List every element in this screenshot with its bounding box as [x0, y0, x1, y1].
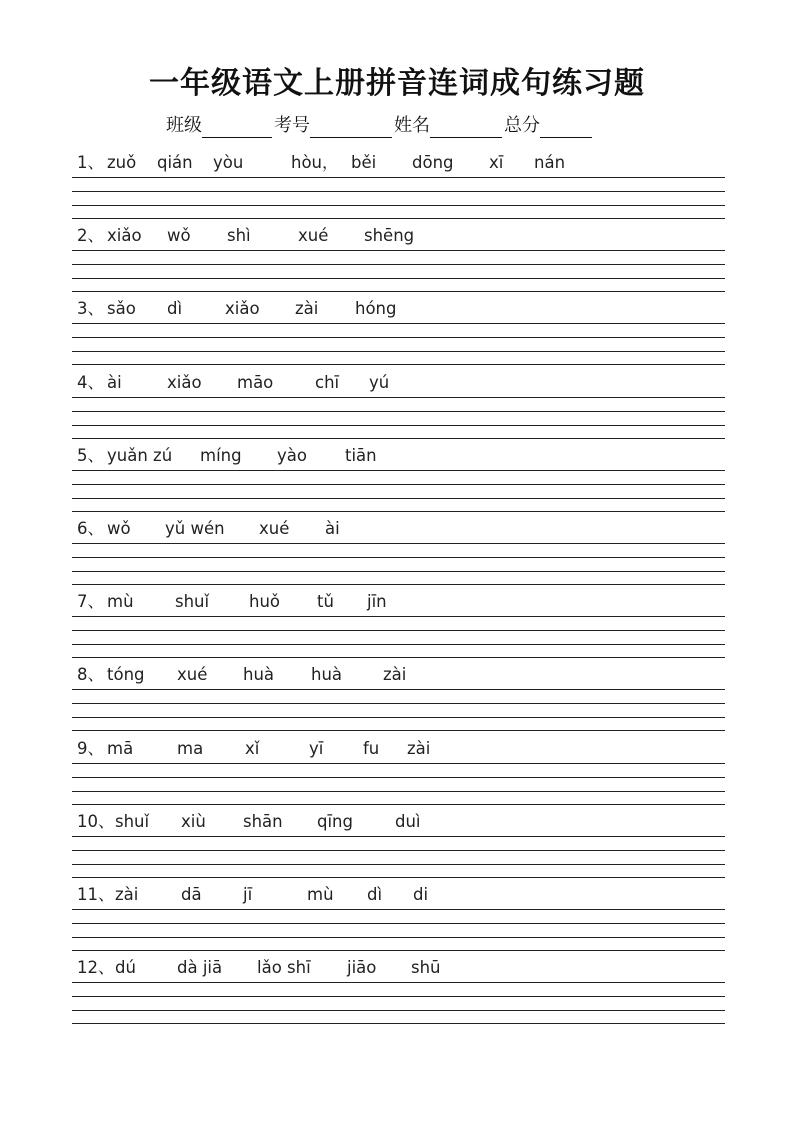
writing-line[interactable]: [72, 205, 725, 206]
pinyin-word: dú: [115, 958, 136, 978]
question-5: [72, 443, 725, 516]
pinyin-word: shuǐ: [175, 592, 210, 612]
writing-line: [72, 616, 725, 617]
question-number: 5、: [77, 445, 104, 465]
writing-line[interactable]: [72, 584, 725, 585]
pinyin-word: wǒ: [167, 226, 191, 246]
pinyin-word: dōng: [412, 153, 454, 172]
writing-line[interactable]: [72, 557, 725, 558]
writing-line[interactable]: [72, 996, 725, 997]
writing-line: [72, 763, 725, 764]
question-8: [72, 662, 725, 735]
writing-line[interactable]: [72, 264, 725, 265]
pinyin-word: xiǎo: [107, 226, 142, 246]
writing-line[interactable]: [72, 657, 725, 658]
pinyin-word: xué: [298, 226, 329, 246]
pinyin-word: shuǐ: [115, 811, 150, 831]
question-number: 3、: [77, 299, 104, 319]
writing-line[interactable]: [72, 1023, 725, 1024]
pinyin-word: wǒ: [107, 519, 131, 538]
writing-line: [72, 982, 725, 983]
pinyin-word: qīng: [317, 811, 353, 831]
writing-line: [72, 689, 725, 690]
question-number: 7、: [77, 592, 104, 612]
pinyin-word: zuǒ: [107, 153, 137, 172]
writing-line[interactable]: [72, 791, 725, 792]
pinyin-word: di: [413, 885, 429, 904]
writing-line[interactable]: [72, 278, 725, 279]
pinyin-word: xǐ: [245, 738, 260, 758]
question-7: [72, 589, 725, 662]
pinyin-word: yú: [369, 372, 390, 392]
question-1: [72, 150, 725, 223]
pinyin-word: míng: [200, 445, 242, 465]
pinyin-word: mù: [307, 885, 334, 904]
question-11: [72, 882, 725, 955]
writing-line[interactable]: [72, 644, 725, 645]
writing-line[interactable]: [72, 937, 725, 938]
pinyin-word: xiù: [181, 811, 206, 831]
writing-line[interactable]: [72, 950, 725, 951]
pinyin-word: huǒ: [249, 592, 281, 612]
info-label-2: 姓名: [394, 115, 430, 136]
pinyin-word: shēng: [364, 226, 415, 246]
pinyin-word: tóng: [107, 665, 145, 685]
writing-line[interactable]: [72, 877, 725, 878]
pinyin-word: nán: [534, 153, 566, 172]
writing-line[interactable]: [72, 1010, 725, 1011]
pinyin-word: xué: [177, 665, 208, 685]
writing-line[interactable]: [72, 923, 725, 924]
pinyin-word: jīn: [367, 592, 387, 612]
question-9: [72, 736, 725, 809]
info-blank-0[interactable]: [202, 117, 272, 138]
pinyin-word: xiǎo: [225, 299, 260, 319]
pinyin-word: zài: [295, 299, 319, 319]
pinyin-word: mā: [107, 738, 134, 758]
pinyin-word: huà: [243, 665, 275, 685]
writing-line[interactable]: [72, 191, 725, 192]
question-number: 11、: [77, 885, 115, 904]
pinyin-word: shān: [243, 811, 283, 831]
pinyin-word: yào: [277, 445, 307, 465]
pinyin-word: sǎo: [107, 299, 136, 319]
pinyin-word: xī: [489, 153, 504, 172]
writing-line[interactable]: [72, 804, 725, 805]
writing-line: [72, 909, 725, 910]
question-number: 9、: [77, 738, 104, 758]
pinyin-word: jiāo: [347, 958, 377, 978]
question-number: 8、: [77, 665, 104, 685]
question-2: [72, 223, 725, 296]
writing-line[interactable]: [72, 511, 725, 512]
pinyin-word: huà: [311, 665, 343, 685]
pinyin-word: xiǎo: [167, 372, 202, 392]
pinyin-word: ài: [107, 372, 122, 392]
question-6: [72, 516, 725, 589]
info-blank-2[interactable]: [430, 117, 502, 138]
pinyin-word: ài: [325, 519, 340, 538]
pinyin-word: ma: [177, 738, 204, 758]
pinyin-word: yuǎn zú: [107, 445, 173, 465]
pinyin-word: yǔ wén: [165, 519, 225, 538]
pinyin-word: hóng: [355, 299, 397, 319]
writing-line[interactable]: [72, 484, 725, 485]
writing-line[interactable]: [72, 337, 725, 338]
question-10: [72, 809, 725, 882]
student-info-row: [166, 112, 594, 138]
pinyin-word: yòu: [213, 153, 244, 172]
writing-line: [72, 177, 725, 178]
writing-line[interactable]: [72, 411, 725, 412]
pinyin-word: běi: [351, 153, 377, 172]
writing-line[interactable]: [72, 777, 725, 778]
pinyin-word: tiān: [345, 445, 377, 465]
pinyin-word: fu: [363, 738, 380, 758]
pinyin-word: qián: [157, 153, 193, 172]
pinyin-word: jī: [243, 885, 253, 904]
writing-line: [72, 836, 725, 837]
writing-line: [72, 470, 725, 471]
writing-line[interactable]: [72, 703, 725, 704]
pinyin-word: māo: [237, 372, 274, 392]
page-title: 一年级语文上册拼音连词成句练习题: [149, 66, 645, 101]
info-label-0: 班级: [166, 115, 202, 136]
pinyin-word: yī: [309, 738, 324, 758]
question-number: 1、: [77, 153, 104, 172]
writing-line[interactable]: [72, 218, 725, 219]
writing-line: [72, 397, 725, 398]
writing-line[interactable]: [72, 364, 725, 365]
info-label-3: 总分: [504, 115, 540, 136]
pinyin-word: duì: [395, 811, 421, 831]
pinyin-word: zài: [407, 738, 431, 758]
writing-line[interactable]: [72, 864, 725, 865]
question-number: 12、: [77, 958, 115, 978]
writing-line[interactable]: [72, 717, 725, 718]
writing-line[interactable]: [72, 291, 725, 292]
writing-line[interactable]: [72, 425, 725, 426]
writing-line[interactable]: [72, 730, 725, 731]
pinyin-word: xué: [259, 519, 290, 538]
pinyin-word: dì: [167, 299, 183, 319]
writing-line[interactable]: [72, 498, 725, 499]
writing-line[interactable]: [72, 630, 725, 631]
question-number: 4、: [77, 372, 104, 392]
writing-line[interactable]: [72, 351, 725, 352]
pinyin-word: mù: [107, 592, 134, 612]
info-blank-1[interactable]: [310, 117, 392, 138]
question-number: 2、: [77, 226, 104, 246]
writing-line[interactable]: [72, 438, 725, 439]
pinyin-word: dà jiā: [177, 958, 223, 978]
info-blank-3[interactable]: [540, 117, 592, 138]
question-3: [72, 296, 725, 369]
pinyin-word: shū: [411, 958, 441, 978]
info-label-1: 考号: [274, 115, 310, 136]
writing-line[interactable]: [72, 850, 725, 851]
pinyin-word: zài: [115, 885, 139, 904]
pinyin-word: hòu，: [291, 153, 339, 172]
question-12: [72, 955, 725, 1028]
question-4: [72, 370, 725, 443]
pinyin-word: dì: [367, 885, 383, 904]
pinyin-word: dā: [181, 885, 202, 904]
pinyin-word: lǎo shī: [257, 958, 311, 978]
pinyin-word: zài: [383, 665, 407, 685]
pinyin-word: chī: [315, 372, 340, 392]
question-number: 10、: [77, 811, 115, 831]
writing-line: [72, 250, 725, 251]
writing-line[interactable]: [72, 571, 725, 572]
pinyin-word: tǔ: [317, 592, 334, 612]
writing-line: [72, 323, 725, 324]
writing-line: [72, 543, 725, 544]
question-number: 6、: [77, 519, 104, 538]
pinyin-word: shì: [227, 226, 251, 246]
